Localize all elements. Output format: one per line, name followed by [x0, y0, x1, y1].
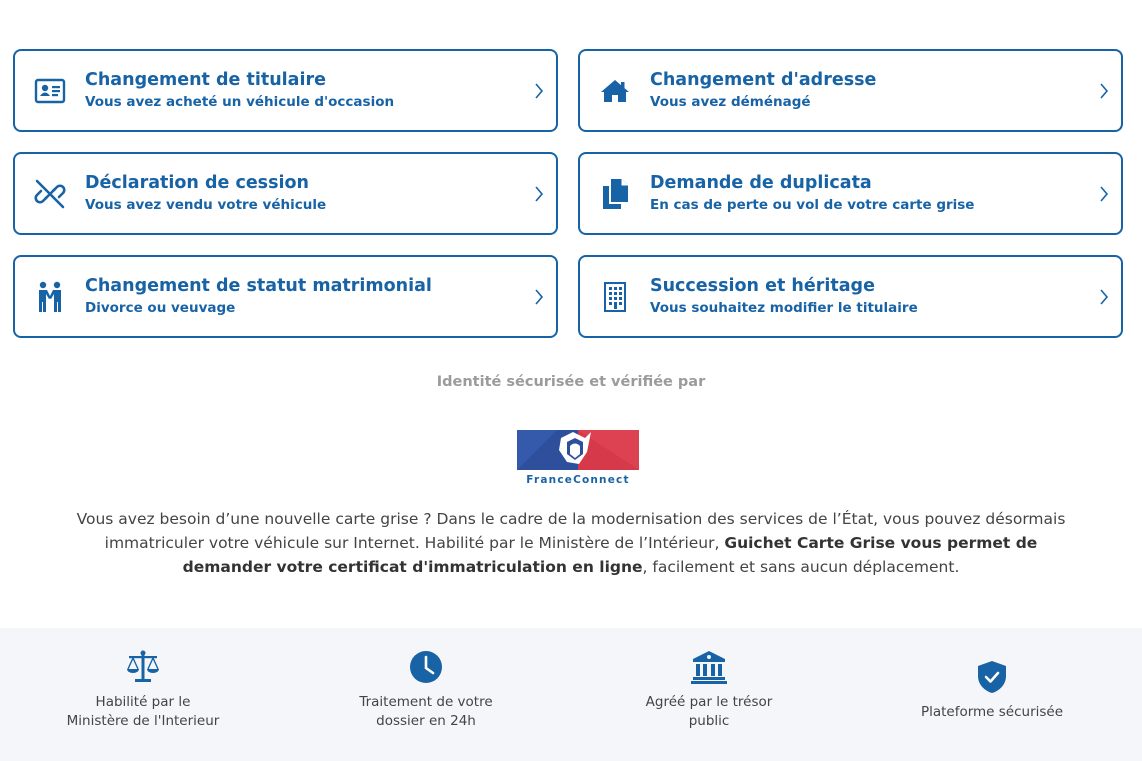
chevron-right-icon [522, 82, 556, 100]
card-title: Changement d'adresse [650, 70, 877, 90]
card-declaration-cession[interactable] [13, 152, 558, 235]
scales-icon [1, 650, 285, 684]
bank-icon [567, 650, 851, 684]
chevron-right-icon [1087, 185, 1121, 203]
intro-bold-text: Guichet Carte Grise vous permet de demander votre certificat d'immatriculation en ligne [182, 534, 1038, 576]
verification-label: Identité sécurisée et vérifiée par [436, 374, 706, 390]
feature-line: dossier en 24h [376, 713, 476, 729]
feature-line: public [688, 713, 730, 729]
id-card-icon [15, 78, 85, 104]
couple-icon [15, 281, 85, 313]
card-subtitle: Vous avez vendu votre véhicule [85, 197, 327, 213]
clock-icon [284, 650, 568, 684]
building-icon [580, 281, 650, 313]
feature-agree [567, 628, 851, 761]
card-title: Déclaration de cession [85, 173, 309, 193]
feature-securisee [850, 628, 1134, 761]
card-title: Changement de titulaire [85, 70, 326, 90]
unlink-icon [15, 178, 85, 210]
card-title: Demande de duplicata [650, 173, 872, 193]
chevron-right-icon [522, 288, 556, 306]
card-title: Succession et héritage [650, 276, 875, 296]
feature-line: Agréé par le trésor [645, 694, 773, 710]
shield-check-icon [850, 660, 1134, 694]
card-demande-duplicata[interactable] [578, 152, 1123, 235]
home-icon [580, 78, 650, 104]
copy-icon [580, 178, 650, 210]
features-band [0, 628, 1142, 761]
franceconnect-label: FranceConnect [526, 474, 630, 486]
intro-text: Vous avez besoin d’une nouvelle carte grise ? Dans le cadre de la modernisation des services de l’État, vous pouvez désormais immatriculer votre véhicule sur Internet. Habilité par le Ministère de l’Intérieur, [76, 510, 1066, 552]
chevron-right-icon [1087, 288, 1121, 306]
card-changement-adresse[interactable] [578, 49, 1123, 132]
feature-line: Traitement de votre [359, 694, 493, 710]
card-title: Changement de statut matrimonial [85, 276, 432, 296]
chevron-right-icon [522, 185, 556, 203]
feature-line: Ministère de l'Interieur [66, 713, 220, 729]
chevron-right-icon [1087, 82, 1121, 100]
intro-paragraph [60, 507, 1082, 579]
card-subtitle: Vous avez déménagé [650, 94, 811, 110]
card-statut-matrimonial[interactable] [13, 255, 558, 338]
feature-habilite [1, 628, 285, 761]
feature-line: Plateforme sécurisée [920, 704, 1064, 720]
feature-line: Habilité par le [95, 694, 191, 710]
feature-traitement [284, 628, 568, 761]
card-subtitle: En cas de perte ou vol de votre carte grise [650, 197, 975, 213]
intro-text-end: , facilement et sans aucun déplacement. [642, 558, 960, 576]
card-succession-heritage[interactable] [578, 255, 1123, 338]
card-changement-titulaire[interactable] [13, 49, 558, 132]
card-subtitle: Vous souhaitez modifier le titulaire [650, 300, 918, 316]
card-subtitle: Divorce ou veuvage [85, 300, 236, 316]
card-subtitle: Vous avez acheté un véhicule d'occasion [85, 94, 395, 110]
